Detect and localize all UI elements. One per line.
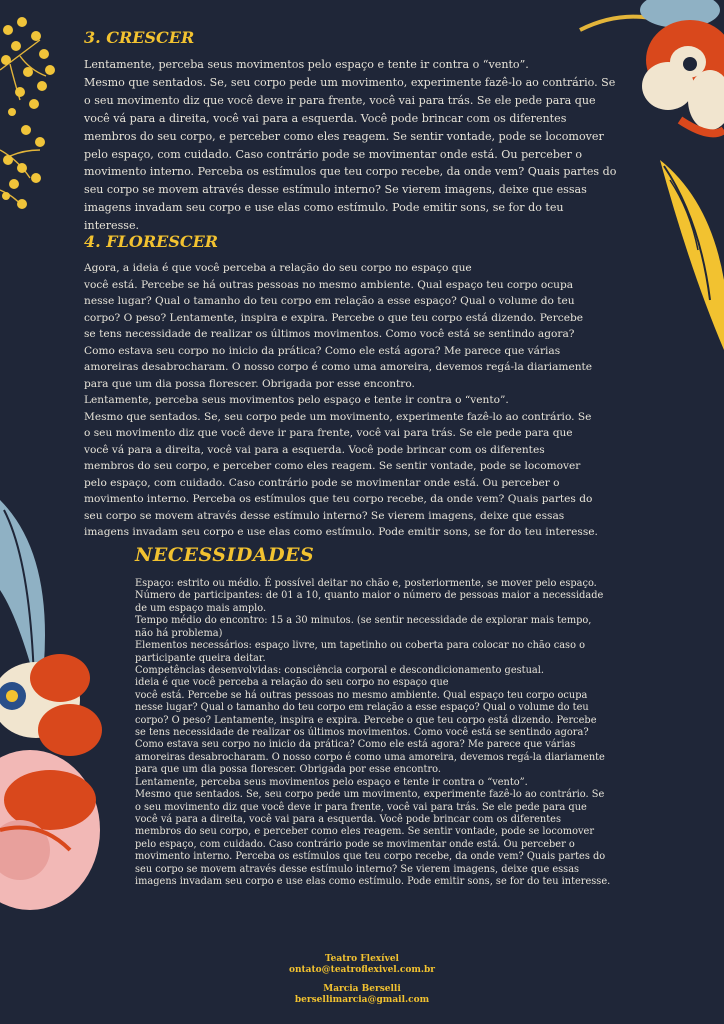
berry-sprig-decoration	[0, 0, 70, 220]
section-title-necessidades: NECESSIDADES	[135, 544, 315, 566]
section-body-florescer: Agora, a ideia é que você perceba a relação do seu corpo no espaço que você está. Percebe se há outras pessoas no mesmo ambiente. Qual espaço teu corpo ocupa nesse lugar? Qual o tamanho do teu corpo em relação a esse espaço? Qual o volume do teu corpo? O peso? Lentamente, inspira e expira. Percebe o que teu corpo está dizendo. Percebe se tens necessidade de realizar os últimos movimentos. Como você está se sentindo agora? Como estava seu corpo no inicio da prática? Como ele está agora? Me parece que várias amoreiras desabrocharam. O nosso corpo é como uma amoreira, devemos regá-la diariamente para que um dia possa florescer. Obrigada por esse encontro. Lentamente, perceba seus movimentos pelo espaço e tente ir contra o “vento”. Mesmo que sentados. Se, seu corpo pede um movimento, experimente fazê-lo ao contrário. Se o seu movimento diz que você deve ir para frente, você vai para trás. Se ele pede para que você vá para a direita, você vai para a esquerda. Você pode brincar com os diferentes membros do seu corpo, e perceber como eles reagem. Se sentir vontade, pode se locomover pelo espaço, com cuidado. Caso contrário pode se movimentar onde está. Ou perceber o movimento interno. Perceba os estímulos que teu corpo recebe, da onde vem? Quais partes do seu corpo se movem através desse estímulo interno? Se vierem imagens, deixe que essas imagens invadam seu corpo e use elas como estímulo. Pode emitir sons, se for do teu interesse.	[84, 262, 598, 538]
bottom-left-flowers-decoration	[0, 500, 110, 940]
section-title-crescer: 3. CRESCER	[84, 28, 195, 47]
section-title-florescer: 4. FLORESCER	[84, 232, 219, 251]
footer-author-email: bersellimarcia@gmail.com	[294, 995, 430, 1005]
footer-author-name: Marcia Berselli	[323, 984, 401, 994]
footer-org-email: ontato@teatroflexivel.com.br	[288, 965, 436, 975]
footer-org-name: Teatro Flexível	[325, 954, 399, 964]
yellow-leaf-decoration	[650, 160, 724, 360]
section-body-necessidades: Espaço: estrito ou médio. É possível deitar no chão e, posteriormente, se mover pelo espaço. Número de participantes: de 01 a 10, quanto maior o número de pessoas maior a necessidade de um espaço mais amplo. Tempo médio do encontro: 15 a 30 minutos. (se sentir necessidade de explorar mais tempo, não há problema) Elementos necessários: espaço livre, um tapetinho ou coberta para colocar no chão caso o participante queira deitar. Competências desenvolvidas: consciência corporal e descondicionamento gestual. ideia é que você perceba a relação do seu corpo no espaço que você está. Percebe se há outras pessoas no mesmo ambiente. Qual espaço teu corpo ocupa nesse lugar? Qual o tamanho do teu corpo em relação a esse espaço? Qual o volume do teu corpo? O peso? Lentamente, inspira e expira. Percebe o que teu corpo está dizendo. Percebe se tens necessidade de realizar os últimos movimentos. Como você está se sentindo agora? Como estava seu corpo no inicio da prática? Como ele está agora? Me parece que várias amoreiras desabrocharam. O nosso corpo é como uma amoreira, devemos regá-la diariamente para que um dia possa florescer. Obrigada por esse encontro. Lentamente, perceba seus movimentos pelo espaço e tente ir contra o “vento”. Mesmo que sentados. Se, seu corpo pede um movimento, experimente fazê-lo ao contrário. Se o seu movimento diz que você deve ir para frente, você vai para trás. Se ele pede para que você vá para a direita, você vai para a esquerda. Você pode brincar com os diferentes membros do seu corpo, e perceber como eles reagem. Se sentir vontade, pode se locomover pelo espaço, com cuidado. Caso contrário pode se movimentar onde está. Ou perceber o movimento interno. Perceba os estímulos que teu corpo recebe, da onde vem? Quais partes do seu corpo se movem através desse estímulo interno? Se vierem imagens, deixe que essas imagens invadam seu corpo e use elas como estímulo. Pode emitir sons, se for do teu interesse.	[135, 578, 611, 888]
section-body-crescer: Lentamente, perceba seus movimentos pelo espaço e tente ir contra o “vento”. Mesmo que sentados. Se, seu corpo pede um movimento, experimente fazê-lo ao contrário. Se o seu movimento diz que você deve ir para frente, você vai para trás. Se ele pede para que você vá para a direita, você vai para a esquerda. Você pode brincar com os diferentes membros do seu corpo, e perceber como eles reagem. Se sentir vontade, pode se locomover pelo espaço, com cuidado. Caso contrário pode se movimentar onde está. Ou perceber o movimento interno. Perceba os estímulos que teu corpo recebe, da onde vem? Quais partes do seu corpo se movem através desse estímulo interno? Se vierem imagens, deixe que essas imagens invadam seu corpo e use elas como estímulo. Pode emitir sons, se for do teu interesse.	[84, 58, 617, 233]
